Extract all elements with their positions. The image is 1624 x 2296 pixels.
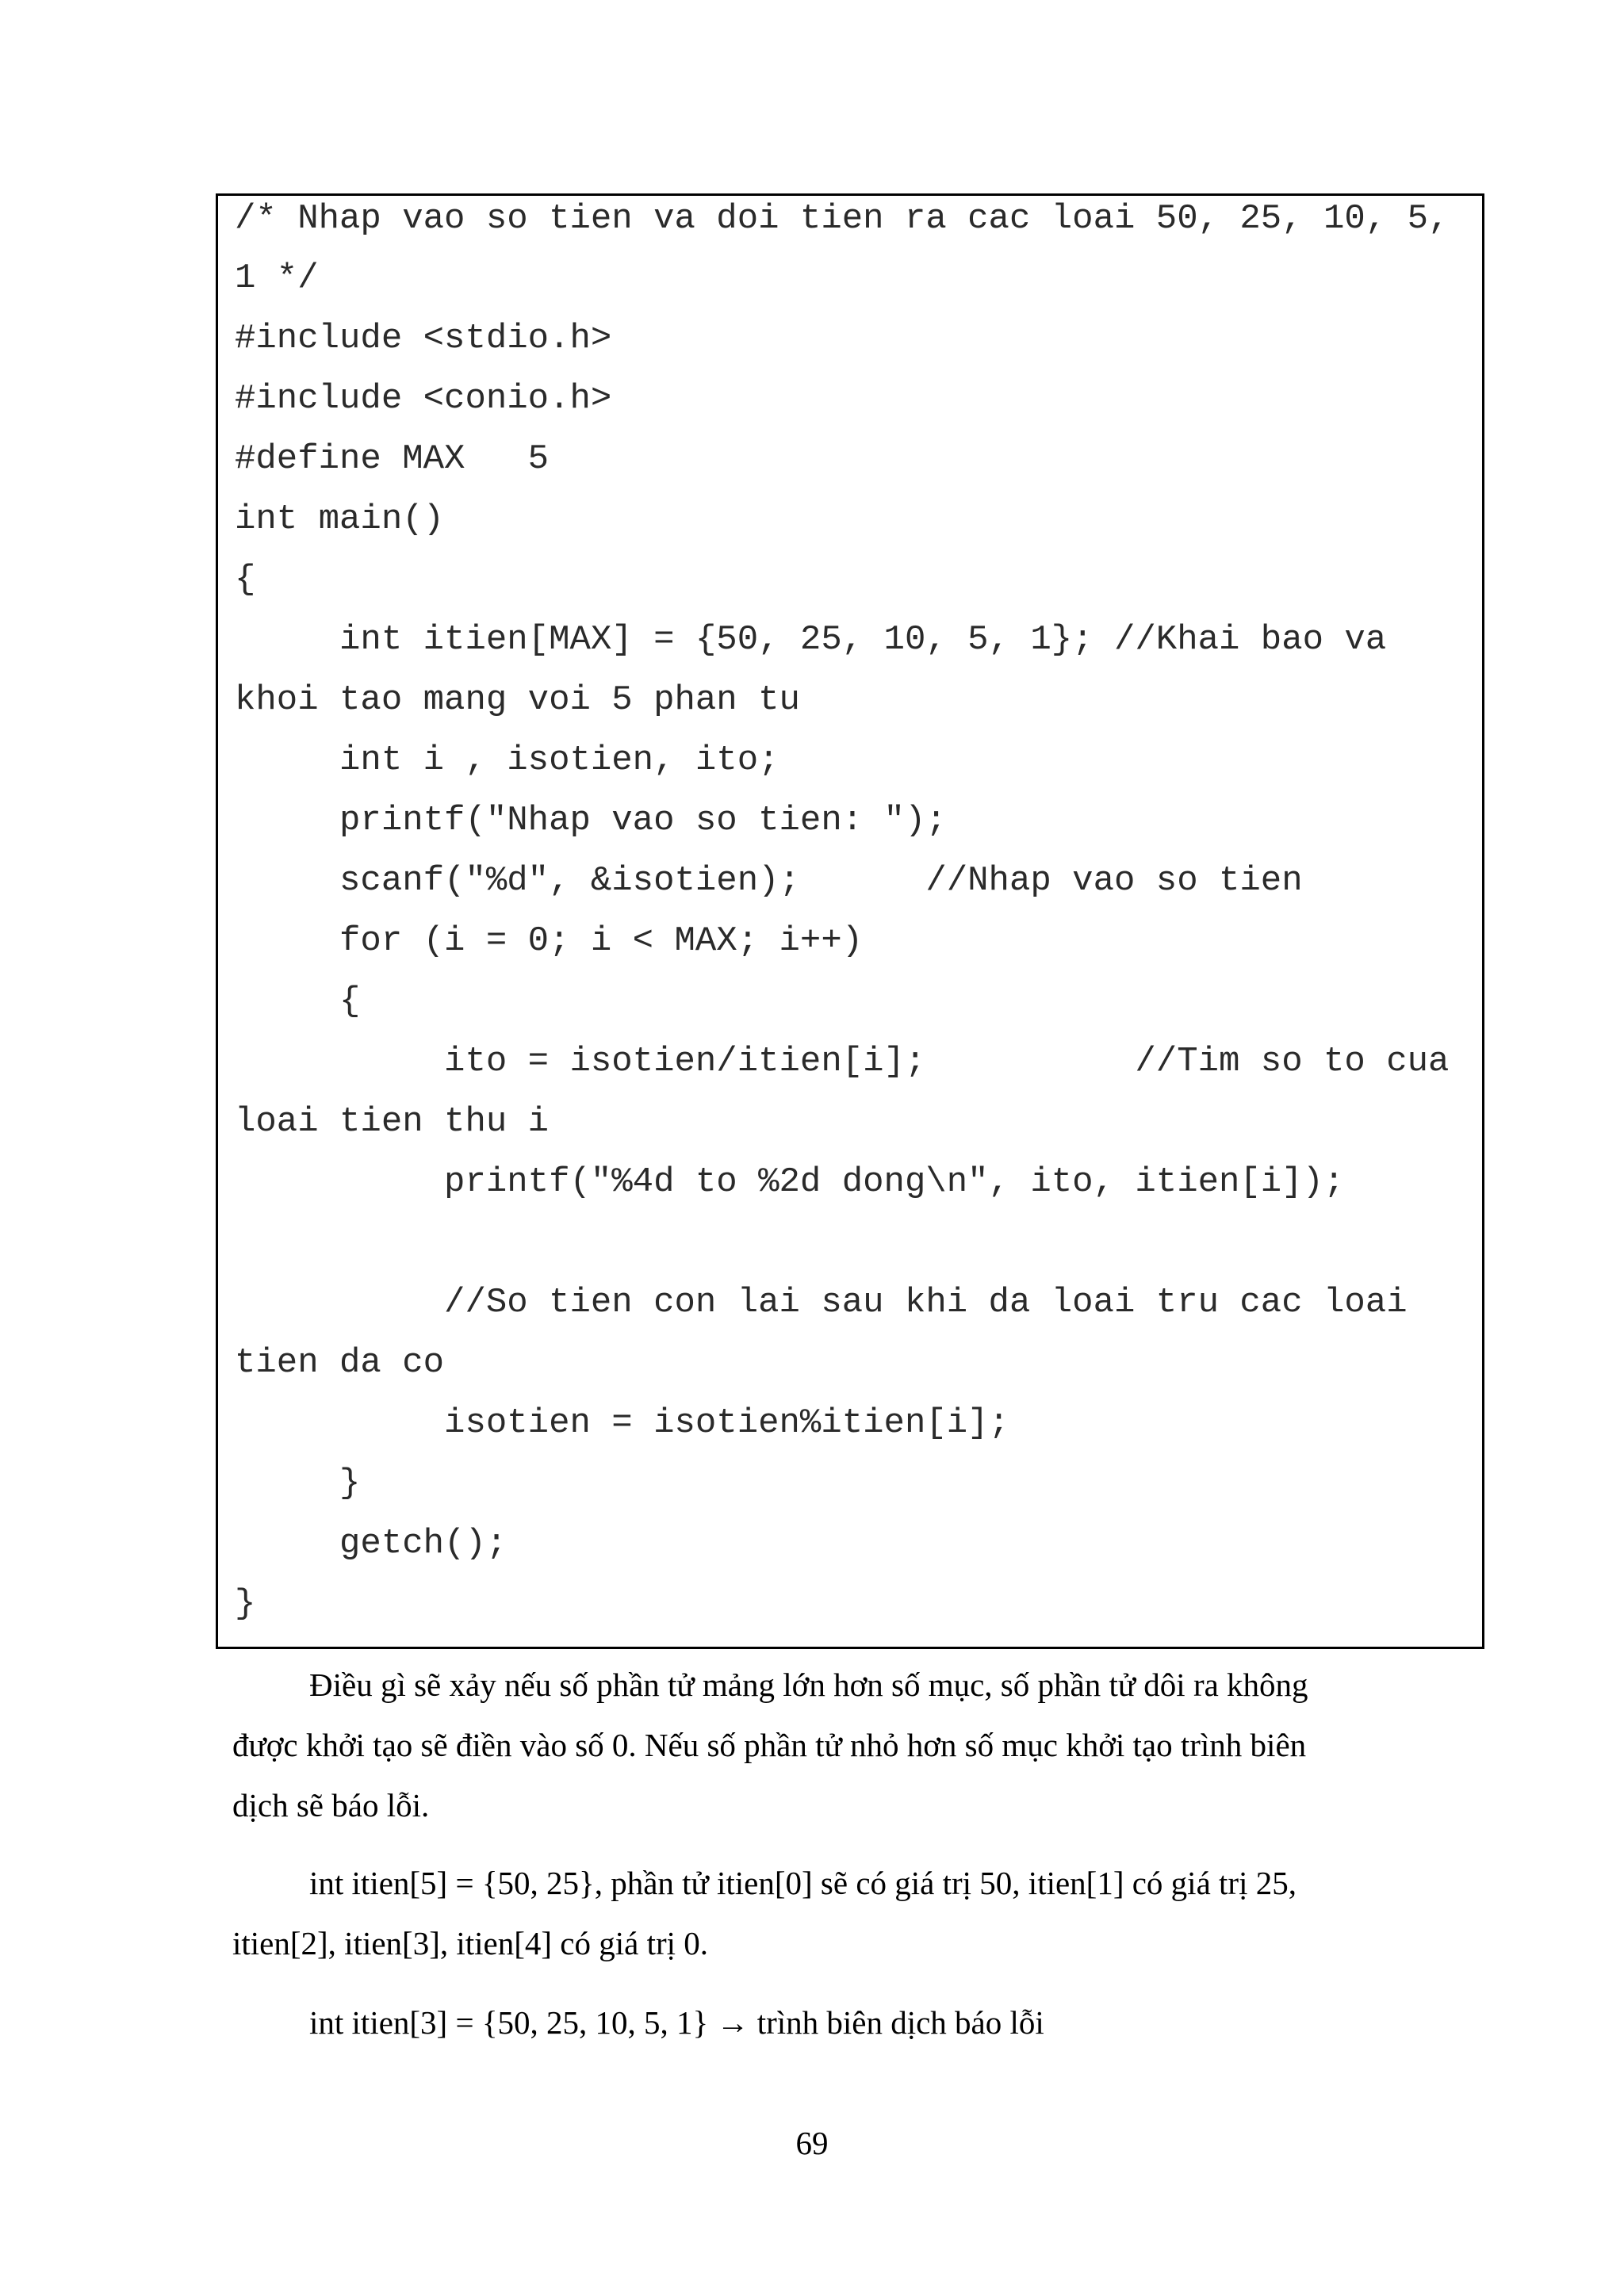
code-line: int itien[MAX] = {50, 25, 10, 5, 1}; //Khai bao va — [235, 620, 1387, 660]
code-line: } — [235, 1464, 361, 1503]
paragraph-line: dịch sẽ báo lỗi. — [232, 1787, 430, 1823]
paragraph-line: int itien[5] = {50, 25}, phần tử itien[0] sẽ có giá trị 50, itien[1] có giá trị 25, — [309, 1865, 1297, 1901]
code-line: int i , isotien, ito; — [235, 740, 779, 780]
code-line: { — [235, 982, 361, 1021]
code-line: printf("%4d to %2d dong\n", ito, itien[i]); — [235, 1162, 1345, 1202]
code-line: for (i = 0; i < MAX; i++) — [235, 921, 864, 961]
code-line: #define MAX 5 — [235, 439, 550, 479]
code-line: tien da co — [235, 1343, 445, 1383]
code-line: scanf("%d", &isotien); //Nhap vao so tien — [235, 861, 1303, 901]
code-line: printf("Nhap vao so tien: "); — [235, 801, 947, 840]
code-line: loai tien thu i — [235, 1102, 550, 1142]
code-line: /* Nhap vao so tien va doi tien ra cac loai 50, 25, 10, 5, — [235, 199, 1450, 239]
code-line: #include <conio.h> — [235, 379, 612, 419]
code-line: int main() — [235, 499, 445, 539]
code-line: { — [235, 560, 256, 599]
code-line: ito = isotien/itien[i]; //Tim so to cua — [235, 1042, 1450, 1081]
code-line: getch(); — [235, 1524, 508, 1563]
paragraph-line: được khởi tạo sẽ điền vào số 0. Nếu số phần tử nhỏ hơn số mục khởi tạo trình biên — [232, 1727, 1307, 1763]
code-line: isotien = isotien%itien[i]; — [235, 1403, 1009, 1443]
code-line: } — [235, 1584, 256, 1624]
code-line: khoi tao mang voi 5 phan tu — [235, 680, 800, 720]
paragraph-line: Điều gì sẽ xảy nếu số phần tử mảng lớn hơn số mục, số phần tử dôi ra không — [309, 1667, 1308, 1703]
code-line: 1 */ — [235, 258, 319, 298]
paragraph-line: int itien[3] = {50, 25, 10, 5, 1} → trình biên dịch báo lỗi — [309, 2004, 1044, 2041]
code-line: //So tien con lai sau khi da loai tru cac loai — [235, 1283, 1408, 1322]
page-number: 69 — [795, 2125, 829, 2161]
code-line: #include <stdio.h> — [235, 319, 612, 358]
paragraph-line: itien[2], itien[3], itien[4] có giá trị 0. — [232, 1925, 709, 1961]
